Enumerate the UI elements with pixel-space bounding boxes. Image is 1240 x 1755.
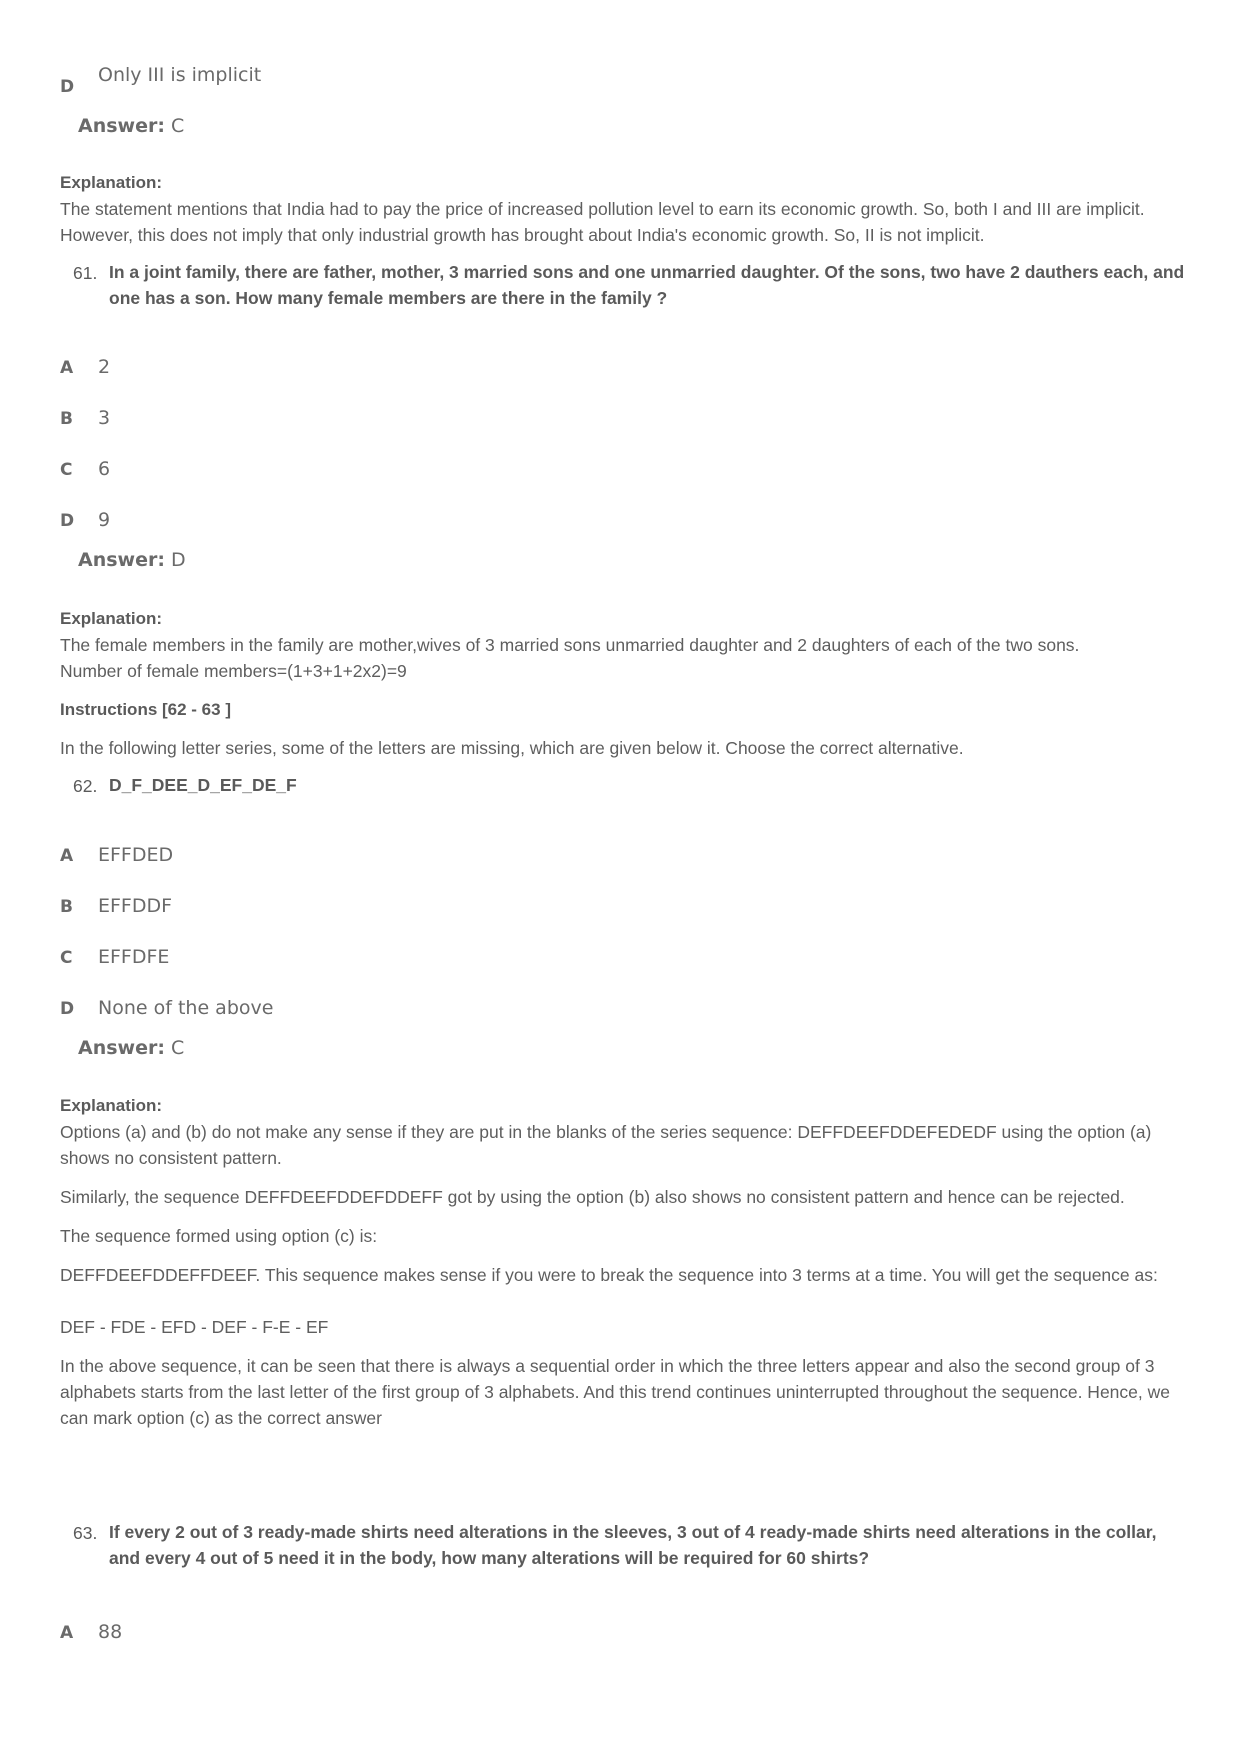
explanation-paragraph: DEF - FDE - EFD - DEF - F-E - EF	[60, 1317, 329, 1337]
option-a-letter: A	[60, 358, 74, 378]
option-b-text: 3	[98, 407, 111, 429]
option-a-text: EFFDED	[98, 844, 174, 866]
answer-value: D	[171, 549, 186, 571]
explanation-paragraph: In the above sequence, it can be seen that there is always a sequential order in which the three letters appear and also the second group of 3 alphabets starts from the last letter of the first group of 3 alphabets. And this trend continues uninterrupted throughout the sequence. Hence, we can mark option (c) as the correct answer	[60, 1356, 1170, 1428]
option-c-letter: C	[60, 460, 73, 480]
explanation-text: The statement mentions that India had to pay the price of increased pollution level to earn its economic growth. So, both I and III are implicit. However, this does not imply that only industrial growth has brought about India's economic growth. So, II is not implicit.	[60, 199, 1145, 245]
explanation-paragraph: Similarly, the sequence DEFFDEEFDDEFDDEFF got by using the option (b) also shows no consistent pattern and hence can be rejected.	[60, 1187, 1125, 1207]
option-a-letter: A	[60, 846, 74, 866]
instructions-heading: Instructions [62 - 63 ]	[60, 700, 231, 719]
option-d-text: None of the above	[98, 997, 274, 1019]
answer-value: C	[171, 1037, 185, 1059]
question-number: 61.	[73, 263, 98, 283]
explanation-heading: Explanation:	[60, 173, 163, 192]
option-d-text: Only III is implicit	[98, 64, 262, 86]
explanation-paragraph: DEFFDEEFDDEFFDEEF. This sequence makes sense if you were to break the sequence into 3 terms at a time. You will get the sequence as:	[60, 1265, 1158, 1285]
answer-value: C	[171, 115, 185, 137]
answer-line	[78, 1037, 184, 1059]
explanation-line: Number of female members=(1+3+1+2x2)=9	[60, 661, 407, 681]
option-a-letter: A	[60, 1623, 74, 1643]
answer-line	[78, 549, 186, 571]
option-b-letter: B	[60, 409, 73, 429]
option-d-letter: D	[60, 999, 75, 1019]
answer-label: Answer:	[78, 115, 165, 137]
question-number: 63.	[73, 1523, 98, 1543]
option-c-text: 6	[98, 458, 111, 480]
question-text: If every 2 out of 3 ready-made shirts need alterations in the sleeves, 3 out of 4 ready-made shirts need alterations in the collar, and every 4 out of 5 need it in the body, how many alterations will be required for 60 shirts?	[109, 1522, 1157, 1568]
option-d-letter: D	[60, 511, 75, 531]
explanation-line: The female members in the family are mother,wives of 3 married sons unmarried daughter and 2 daughters of each of the two sons.	[60, 635, 1080, 655]
explanation-paragraph: Options (a) and (b) do not make any sense if they are put in the blanks of the series sequence: DEFFDEEFDDEFEDEDF using the option (a) shows no consistent pattern.	[60, 1122, 1152, 1168]
option-d-letter: D	[60, 77, 75, 97]
option-b-letter: B	[60, 897, 73, 917]
answer-label: Answer:	[78, 549, 165, 571]
option-c-letter: C	[60, 948, 73, 968]
explanation-paragraph: The sequence formed using option (c) is:	[60, 1226, 378, 1246]
option-d-text: 9	[98, 509, 111, 531]
option-c-text: EFFDFE	[98, 946, 170, 968]
question-text: D_F_DEE_D_EF_DE_F	[109, 775, 297, 795]
answer-line	[78, 115, 184, 137]
instructions-text: In the following letter series, some of the letters are missing, which are given below it. Choose the correct alternative.	[60, 738, 964, 758]
question-text: In a joint family, there are father, mother, 3 married sons and one unmarried daughter. Of the sons, two have 2 dauthers each, and one has a son. How many female members are there in the family ?	[109, 262, 1185, 308]
option-a-text: 2	[98, 356, 111, 378]
answer-label: Answer:	[78, 1037, 165, 1059]
explanation-heading: Explanation:	[60, 1096, 163, 1115]
question-number: 62.	[73, 776, 98, 796]
explanation-heading: Explanation:	[60, 609, 163, 628]
option-b-text: EFFDDF	[98, 895, 173, 917]
option-a-text: 88	[98, 1621, 123, 1643]
